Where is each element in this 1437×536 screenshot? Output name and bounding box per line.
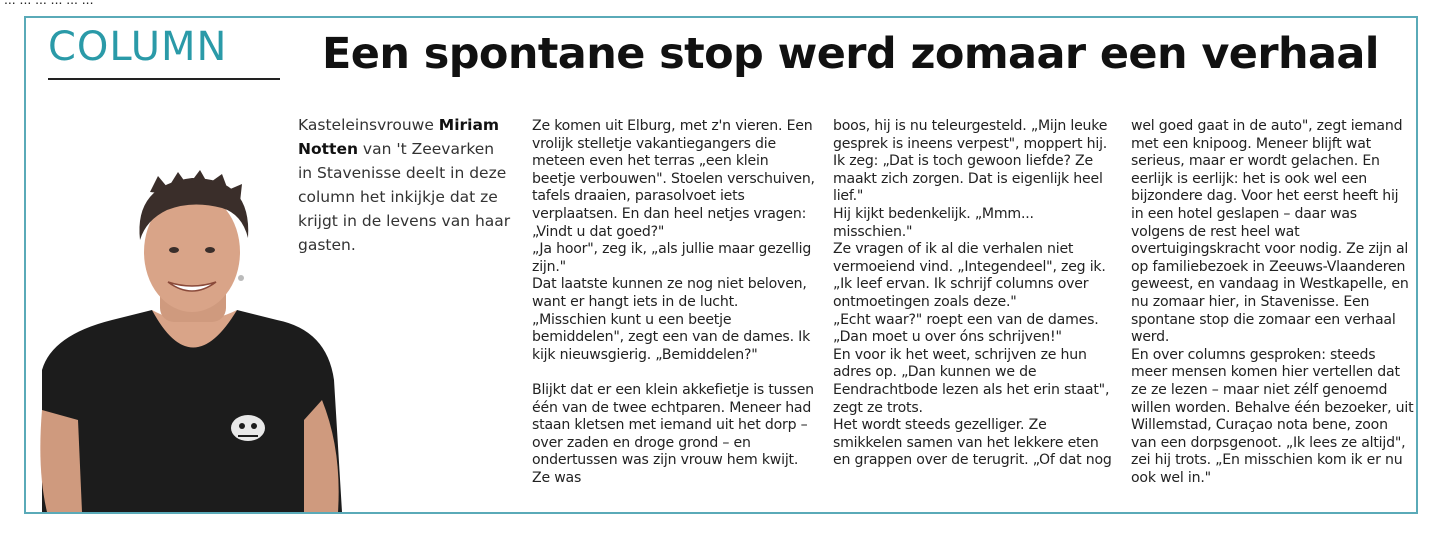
article-column-3 <box>1131 118 1414 487</box>
article-column-1 <box>532 118 815 487</box>
article-column-2 <box>833 118 1116 470</box>
paragraph: „Echt waar?" roept een van de dames. <box>833 311 1099 328</box>
paragraph: „Dan moet u over óns schrijven!" <box>833 329 1062 346</box>
headline: Een spontane stop werd zomaar een verhaal <box>322 29 1379 79</box>
section-label-rule <box>48 78 280 80</box>
previous-article-text <box>4 0 93 7</box>
intro-rest: van 't Zeevarken in Stavenisse deelt in deze column het inkijkje dat ze krijgt in de levens van haar gasten. <box>298 140 511 254</box>
paragraph: Ze vragen of ik al die verhalen niet vermoeiend vind. „Integendeel", zeg ik. „Ik leef ervan. Ik schrijf columns over ontmoetingen zoals deze." <box>833 241 1106 310</box>
pig-logo-icon <box>231 415 265 441</box>
paragraph: Blijkt dat er een klein akkefietje is tussen één van de twee echtparen. Meneer had staan kletsen met iemand uit het dorp – over zaden en droge grond – en ondertussen was zijn vrouw hem kwijt. Ze was <box>532 381 814 486</box>
paragraph: Hij kijkt bedenkelijk. „Mmm... misschien." <box>833 205 1034 240</box>
intro-lead: Kasteleinsvrouwe <box>298 116 439 134</box>
paragraph: Dat laatste kunnen ze nog niet beloven, want er hangt iets in de lucht. „Misschien kunt u een beetje bemiddelen", zegt een van de dames. Ik kijk nieuwsgierig. „Bemiddelen?" <box>532 276 811 363</box>
previous-article-strip <box>0 0 1437 10</box>
author-portrait <box>42 170 342 512</box>
paragraph: wel goed gaat in de auto", zegt iemand met een knipoog. Meneer blijft wat serieus, maar er wordt gelachen. En eerlijk is eerlijk: het is ook wel een bijzondere dag. Voor het eerst heeft hij in een hotel geslapen – daar was volgens de rest heel wat overtuigingskracht voor nodig. Ze zijn al op familiebezoek in Zeeuws-Vlaanderen geweest, en vandaag in Westkapelle, en nu zomaar hier, in Stavenisse. Een spontane stop die zomaar een verhaal werd. <box>1131 118 1409 346</box>
section-label: COLUMN <box>48 24 228 70</box>
paragraph: En over columns gesproken: steeds meer mensen komen hier vertellen dat ze ze lezen – maar niet zélf genoemd willen worden. Behalve één bezoeker, uit Willemstad, Curaçao nota bene, zoon van een dorpsgenoot. „Ik lees ze altijd", zei hij trots. „En misschien kom ik er nu ook wel in." <box>1131 346 1414 486</box>
paragraph: boos, hij is nu teleurgesteld. „Mijn leuke gesprek is ineens verpest", moppert hij. Ik zeg: „Dat is toch gewoon liefde? Ze maakt zich zorgen. Dat is eigenlijk heel lief." <box>833 118 1108 205</box>
author-name: Miriam Notten <box>298 116 500 158</box>
portrait-photo <box>42 170 342 512</box>
paragraph: En voor ik het weet, schrijven ze hun adres op. „Dan kunnen we de Eendrachtbode lezen als het erin staat", zegt ze trots. <box>833 346 1110 416</box>
paragraph: Het wordt steeds gezelliger. Ze smikkelen samen van het lekkere eten en grappen over de terugrit. „Of dat nog <box>833 417 1112 469</box>
paragraph: „Ja hoor", zeg ik, „als jullie maar gezellig zijn." <box>532 241 812 275</box>
paragraph: Ze komen uit Elburg, met z'n vieren. Een vrolijk stelletje vakantiegangers die meteen even het terras „een klein beetje verbouwen". Stoelen verschuiven, tafels draaien, parasolvoet iets verplaatsen. En dan heel netjes vragen: „Vindt u dat goed?" <box>532 118 815 240</box>
